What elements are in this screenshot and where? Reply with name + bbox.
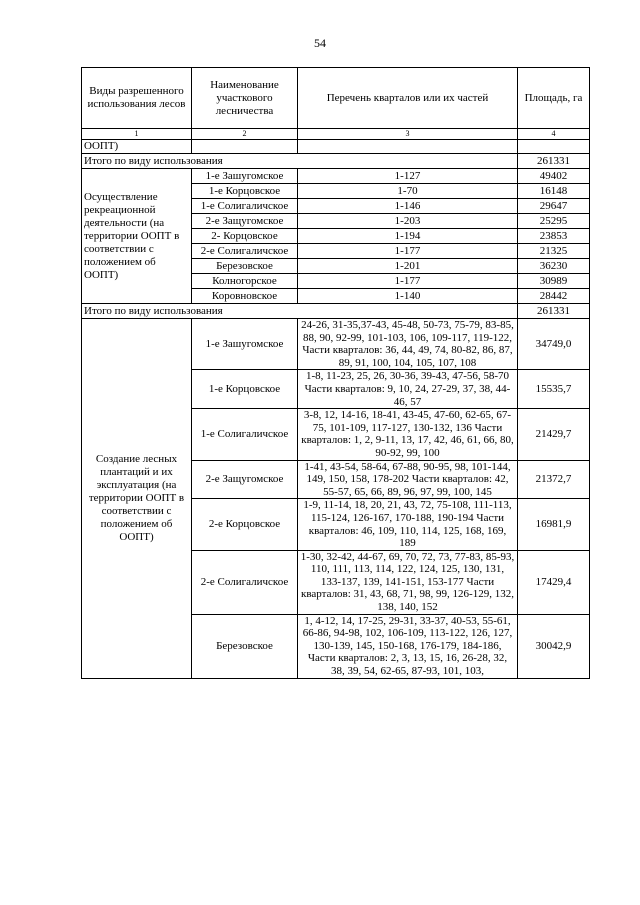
forestry-name: 2-е Защугомское: [192, 214, 298, 229]
forestry-name: 2-е Защугомское: [192, 460, 298, 499]
area: 23853: [518, 229, 590, 244]
forestry-name: Коровновское: [192, 289, 298, 304]
area: 16981,9: [518, 499, 590, 550]
area: 30989: [518, 274, 590, 289]
table-row: [82, 169, 590, 184]
total-row: [82, 154, 590, 169]
column-number-row: [82, 129, 590, 140]
header-quarters: Перечень кварталов или их частей: [298, 68, 518, 129]
total-label: Итого по виду использования: [82, 154, 518, 169]
quarters: 3-8, 12, 14-16, 18-41, 43-45, 47-60, 62-65, 67-75, 101-109, 117-127, 130-132, 136 Части кварталов: 1, 2, 9-11, 13, 17, 42, 46, 61, 66, 80, 90-92, 99, 100: [298, 409, 518, 460]
header-area: Площадь, га: [518, 68, 590, 129]
usage-type-plantations: Создание лесных плантаций и их эксплуатация (на территории ООПТ в соответствии с положением об ООПТ): [82, 319, 192, 679]
forestry-name: 1-е Солигаличское: [192, 409, 298, 460]
col-number: 3: [298, 129, 518, 140]
total-value: 261331: [518, 304, 590, 319]
quarters: 1-9, 11-14, 18, 20, 21, 43, 72, 75-108, 111-113, 115-124, 126-167, 170-188, 190-194 Части кварталов: 46, 109, 110, 114, 125, 168, 169, 189: [298, 499, 518, 550]
forestry-name: 1-е Зашугомское: [192, 319, 298, 370]
header-forestry: Наименование участкового лесничества: [192, 68, 298, 129]
forest-use-table: [81, 67, 590, 679]
col-number: 4: [518, 129, 590, 140]
area: 16148: [518, 184, 590, 199]
col-number: 2: [192, 129, 298, 140]
table-row: [82, 319, 590, 370]
quarters: 24-26, 31-35,37-43, 45-48, 50-73, 75-79, 83-85, 88, 90, 92-99, 101-103, 106, 109-117, 119-122, Части кварталов: 36, 44, 49, 74, 80-82, 86, 87, 89, 91, 100, 104, 105, 107, 108: [298, 319, 518, 370]
forestry-name: 1-е Корцовское: [192, 184, 298, 199]
forestry-name: 2-е Солигаличское: [192, 550, 298, 614]
quarters: 1-201: [298, 259, 518, 274]
col-number: 1: [82, 129, 192, 140]
area: 17429,4: [518, 550, 590, 614]
quarters: 1-203: [298, 214, 518, 229]
forestry-name: 1-е Зашугомское: [192, 169, 298, 184]
quarters: 1-127: [298, 169, 518, 184]
area: 34749,0: [518, 319, 590, 370]
forestry-name: 1-е Корцовское: [192, 370, 298, 409]
forestry-name: 2-е Корцовское: [192, 499, 298, 550]
quarters: 1-177: [298, 274, 518, 289]
quarters: 1-146: [298, 199, 518, 214]
quarters: 1, 4-12, 14, 17-25, 29-31, 33-37, 40-53, 55-61, 66-86, 94-98, 102, 106-109, 113-122, 126, 127, 130-139, 145, 150-168, 176-179, 184-186, Части кварталов: 2, 3, 13, 15, 16, 26-28, 32, 38, 39, 54, 62-65, 87-93, 101, 103,: [298, 614, 518, 678]
quarters: 1-194: [298, 229, 518, 244]
header-usage-type: Виды разрешенного использования лесов: [82, 68, 192, 129]
total-value: 261331: [518, 154, 590, 169]
area: 21429,7: [518, 409, 590, 460]
quarters: 1-140: [298, 289, 518, 304]
forestry-name: 2- Корцовское: [192, 229, 298, 244]
continuation-text: ООПТ): [82, 140, 192, 154]
page-number: 54: [314, 36, 326, 50]
area: 49402: [518, 169, 590, 184]
usage-type-recreation: Осуществление рекреационной деятельности (на территории ООПТ в соответствии с положением об ООПТ): [82, 169, 192, 304]
area: 30042,9: [518, 614, 590, 678]
quarters: 1-30, 32-42, 44-67, 69, 70, 72, 73, 77-83, 85-93, 110, 111, 113, 114, 122, 124, 125, 130, 131, 133-137, 139, 141-151, 153-177 Части кварталов: 31, 43, 68, 71, 98, 99, 126-129, 132, 138, 140, 152: [298, 550, 518, 614]
continuation-row: [82, 140, 590, 154]
forestry-name: Березовское: [192, 614, 298, 678]
area: 29647: [518, 199, 590, 214]
forestry-name: Колногорское: [192, 274, 298, 289]
total-label: Итого по виду использования: [82, 304, 518, 319]
area: 25295: [518, 214, 590, 229]
forestry-name: Березовское: [192, 259, 298, 274]
area: 21372,7: [518, 460, 590, 499]
quarters: 1-41, 43-54, 58-64, 67-88, 90-95, 98, 101-144, 149, 150, 158, 178-202 Части кварталов: 42, 55-57, 65, 66, 89, 96, 97, 99, 100, 145: [298, 460, 518, 499]
header-row: [82, 68, 590, 129]
total-row: [82, 304, 590, 319]
forestry-name: 1-е Солигаличское: [192, 199, 298, 214]
area: 28442: [518, 289, 590, 304]
quarters: 1-70: [298, 184, 518, 199]
quarters: 1-177: [298, 244, 518, 259]
forestry-name: 2-е Солигаличское: [192, 244, 298, 259]
quarters: 1-8, 11-23, 25, 26, 30-36, 39-43, 47-56, 58-70 Части кварталов: 9, 10, 24, 27-29, 37, 38, 44-46, 57: [298, 370, 518, 409]
area: 36230: [518, 259, 590, 274]
area: 15535,7: [518, 370, 590, 409]
area: 21325: [518, 244, 590, 259]
